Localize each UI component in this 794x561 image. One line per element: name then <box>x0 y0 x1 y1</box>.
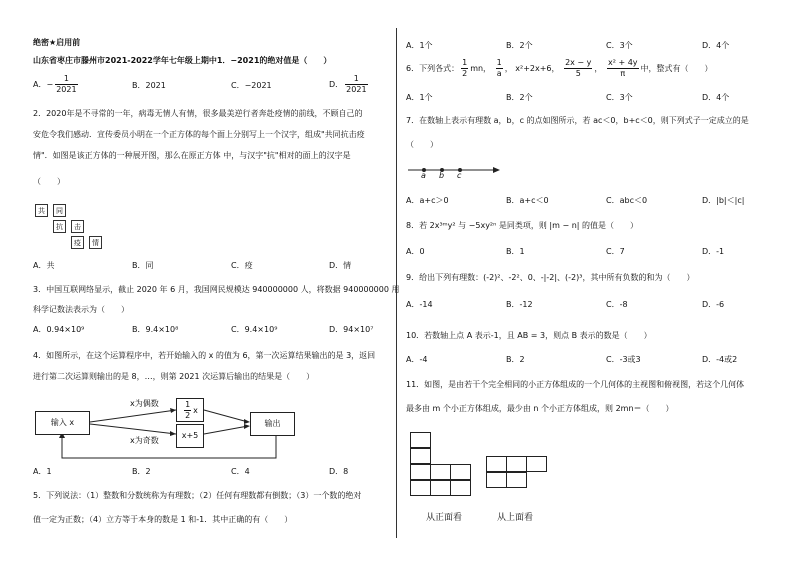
q10-option-a: A．-4 <box>406 355 428 364</box>
net-cell: 疫 <box>71 236 84 249</box>
q7-option-d: D．|b|＜|c| <box>702 196 745 205</box>
front-view-caption: 从正面看 <box>426 513 463 523</box>
net-cell: 同 <box>53 204 66 217</box>
q4-option-a: A．1 <box>33 467 52 476</box>
flow-input-box: 输入 x <box>35 411 90 435</box>
flow-half-box: $\frac{1}{2}$ x <box>176 398 204 422</box>
q6-option-b: B．2个 <box>506 93 533 102</box>
q3-line1: 3．中国互联网络显示，截止 2020 年 6 月，我国网民规模达 940000000 人，将数据 940000000 用 <box>33 285 400 294</box>
q4-line2: 进行第二次运算则输出的是 8，…，则第 2021 次运算后输出的结果是（ ） <box>33 372 315 381</box>
q2-line2: 安危令我们感动．宣传委员小明在一个正方体的每个面上分别写上一个汉字，组成"共同抗击疫 <box>33 130 365 139</box>
q1-option-d: D． $\frac{1}{2021}$ <box>329 74 367 94</box>
q3-option-c: C．9.4×10⁹ <box>231 325 278 334</box>
net-cell: 击 <box>71 220 84 233</box>
exam-title-q1: 山东省枣庄市滕州市2021-2022学年七年级上期中1．−2021的绝对值是（ ） <box>33 56 332 65</box>
q1-option-a: A．− $\frac{1}{2021}$ <box>33 74 77 94</box>
net-cell: 情 <box>89 236 102 249</box>
q11-line1: 11．如图，是由若干个完全相同的小正方体组成的一个几何体的主视图和俯视图，若这个几何体 <box>406 380 745 389</box>
q7-line1: 7．在数轴上表示有理数 a，b，c 的点如图所示，若 ac＜0，b+c＜0，则下列式子一定成立的是 <box>406 116 749 125</box>
net-cell: 共 <box>35 204 48 217</box>
column-divider <box>396 28 397 538</box>
flow-odd-label: x为奇数 <box>130 436 159 445</box>
q8-option-b: B．1 <box>506 247 525 256</box>
secret-label: 绝密★启用前 <box>33 38 81 47</box>
q10-line1: 10．若数轴上点 A 表示-1，且 AB = 3，则点 B 表示的数是（ ） <box>406 331 652 340</box>
q5-option-a: A．1个 <box>406 41 433 50</box>
q3-option-b: B．9.4×10⁸ <box>132 325 179 334</box>
q8-option-c: C．7 <box>606 247 625 256</box>
q2-option-d: D．情 <box>329 261 352 270</box>
q5-line1: 5．下列说法：（1）整数和分数统称为有理数；（2）任何有理数都有倒数；（3）一个数的绝对 <box>33 491 362 500</box>
q8-line1: 8．若 2x³ᵐy² 与 −5xy²ⁿ 是同类项，则 |m − n| 的值是（ ） <box>406 221 639 230</box>
q4-option-b: B．2 <box>132 467 151 476</box>
q3-option-a: A．0.94×10⁹ <box>33 325 85 334</box>
q9-line1: 9．给出下列有理数：(-2)²、-2²、0、-|-2|、(-2)³，其中所有负数的和为（ ） <box>406 273 695 282</box>
q9-option-b: B．-12 <box>506 300 533 309</box>
q3-option-d: D．94×10⁷ <box>329 325 374 334</box>
q8-option-d: D．-1 <box>702 247 725 256</box>
q9-option-c: C．-8 <box>606 300 628 309</box>
point-c-label: c <box>457 171 462 180</box>
q4-option-c: C．4 <box>231 467 250 476</box>
q5-option-b: B．2个 <box>506 41 533 50</box>
number-line <box>400 158 510 182</box>
q2-option-c: C．疫 <box>231 261 253 270</box>
point-b-label: b <box>439 171 445 180</box>
q5-option-d: D．4个 <box>702 41 730 50</box>
q10-option-c: C．-3或3 <box>606 355 641 364</box>
q1-option-b: B．2021 <box>132 81 166 90</box>
q6-expression-line: 6．下列各式： $\frac{1}{2}$ mn， $\frac{1}{a}$ ， x²+2x+6， $\frac{2x - y}{5}$ ， $\frac{\text{x² + 4y}}{\pi}$ 中，整式有（ ） <box>406 58 713 78</box>
flow-plus5-box: x+5 <box>176 424 204 448</box>
q2-paren: （ ） <box>33 177 65 186</box>
q2-line3: 情"．如图是该正方体的一种展开图，那么在原正方体 中，与汉字"抗"相对的面上的汉字是 <box>33 151 351 160</box>
q6-option-c: C．3个 <box>606 93 633 102</box>
q10-option-d: D．-4或2 <box>702 355 738 364</box>
point-a-label: a <box>421 171 426 180</box>
flow-output-box: 输出 <box>250 412 295 436</box>
q6-option-d: D．4个 <box>702 93 730 102</box>
q7-option-a: A．a+c＞0 <box>406 196 449 205</box>
q5-line2: 值一定为正数；（4）立方等于本身的数是 1 和-1．其中正确的有（ ） <box>33 515 293 524</box>
q2-option-a: A．共 <box>33 261 55 270</box>
flow-even-label: x为偶数 <box>130 399 159 408</box>
q6-option-a: A．1个 <box>406 93 433 102</box>
q11-line2: 最多由 m 个小正方体组成，最少由 n 个小正方体组成，则 2mn＝（ ） <box>406 404 674 413</box>
q7-paren: （ ） <box>406 140 438 149</box>
q10-option-b: B．2 <box>506 355 525 364</box>
q9-option-a: A．-14 <box>406 300 433 309</box>
q1-option-c: C．−2021 <box>231 81 272 90</box>
q2-option-b: B．同 <box>132 261 154 270</box>
q7-option-c: C．abc＜0 <box>606 196 648 205</box>
q4-option-d: D．8 <box>329 467 349 476</box>
q5-option-c: C．3个 <box>606 41 633 50</box>
q4-line1: 4．如图所示，在这个运算程序中，若开始输入的 x 的值为 6，第一次运算结果输出的是 3，返回 <box>33 351 376 360</box>
q3-line2: 科学记数法表示为（ ） <box>33 305 129 314</box>
q2-line1: 2．2020年是不寻常的一年，病毒无情人有情，很多最美逆行者奔赴疫情的前线，不顾自己的 <box>33 109 363 118</box>
q8-option-a: A．0 <box>406 247 425 256</box>
q7-option-b: B．a+c＜0 <box>506 196 549 205</box>
q9-option-d: D．-6 <box>702 300 725 309</box>
top-view-caption: 从上面看 <box>497 513 534 523</box>
net-cell: 抗 <box>53 220 66 233</box>
